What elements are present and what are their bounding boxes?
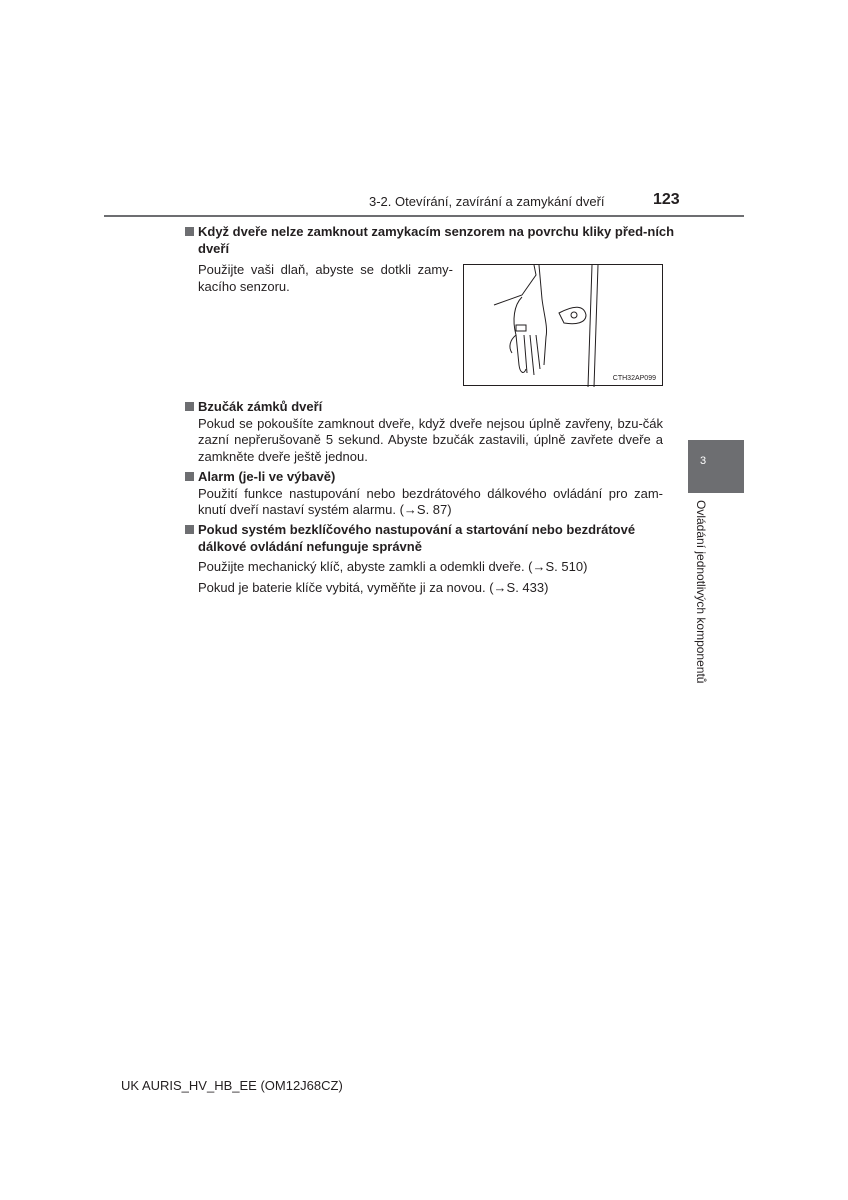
section-paragraph: Použití funkce nastupování nebo bezdrátového dálkového ovládání pro zam-knutí dveří nastaví systém alarmu. (→S. 87)	[198, 485, 663, 517]
section-paragraph: Použijte vaši dlaň, abyste se dotkli zamy-kacího senzoru.	[198, 262, 453, 294]
header-section-title: 3-2. Otevírání, zavírání a zamykání dveří	[369, 194, 605, 209]
section-heading-text: Alarm (je-li ve výbavě)	[198, 469, 336, 484]
chapter-tab	[688, 440, 744, 493]
section-heading-text: Bzučák zámků dveří	[198, 399, 323, 414]
section-block	[185, 399, 663, 465]
section-heading	[185, 469, 663, 486]
hand-door-handle-icon	[464, 265, 664, 387]
bullet-square-icon	[185, 525, 194, 534]
section-block	[185, 522, 663, 596]
section-body	[185, 486, 663, 519]
bullet-square-icon	[185, 402, 194, 411]
section-heading-text: Když dveře nelze zamknout zamykacím senzorem na povrchu kliky před-ních dveří	[198, 224, 675, 256]
bullet-square-icon	[185, 472, 194, 481]
figure-code: CTH32AP099	[612, 375, 656, 382]
section-heading	[185, 399, 663, 416]
section-heading	[185, 224, 676, 257]
section-heading	[185, 522, 663, 555]
chapter-tab-number: 3	[700, 455, 707, 467]
section-paragraph: Pokud se pokoušíte zamknout dveře, když dveře nejsou úplně zavřeny, bzu-čák zazní nepřerušovaně 5 sekund. Abyste bzučák zastavili, úplně zavřete dveře a zamkněte dveře ještě jednou.	[198, 415, 663, 464]
header-rule	[104, 215, 744, 217]
section-paragraph: Pokud je baterie klíče vybitá, vyměňte ji za novou. (→S. 433)	[198, 579, 549, 595]
chapter-tab-label-text: Ovládání jednotlivých komponentů	[694, 500, 708, 684]
section-body	[185, 416, 663, 466]
page-number: 123	[653, 191, 680, 208]
illustration-hand-touching-lock-sensor	[463, 264, 663, 386]
section-body	[185, 559, 663, 596]
section-paragraph: Použijte mechanický klíč, abyste zamkli a odemkli dveře. (→S. 510)	[198, 559, 588, 574]
section-heading-text: Pokud systém bezklíčového nastupování a startování nebo bezdrátové dálkové ovládání nefunguje správně	[198, 522, 636, 554]
section-block	[185, 469, 663, 519]
footer-text: UK AURIS_HV_HB_EE (OM12J68CZ)	[121, 1078, 343, 1093]
bullet-square-icon	[185, 227, 194, 236]
chapter-tab-label	[694, 500, 714, 720]
